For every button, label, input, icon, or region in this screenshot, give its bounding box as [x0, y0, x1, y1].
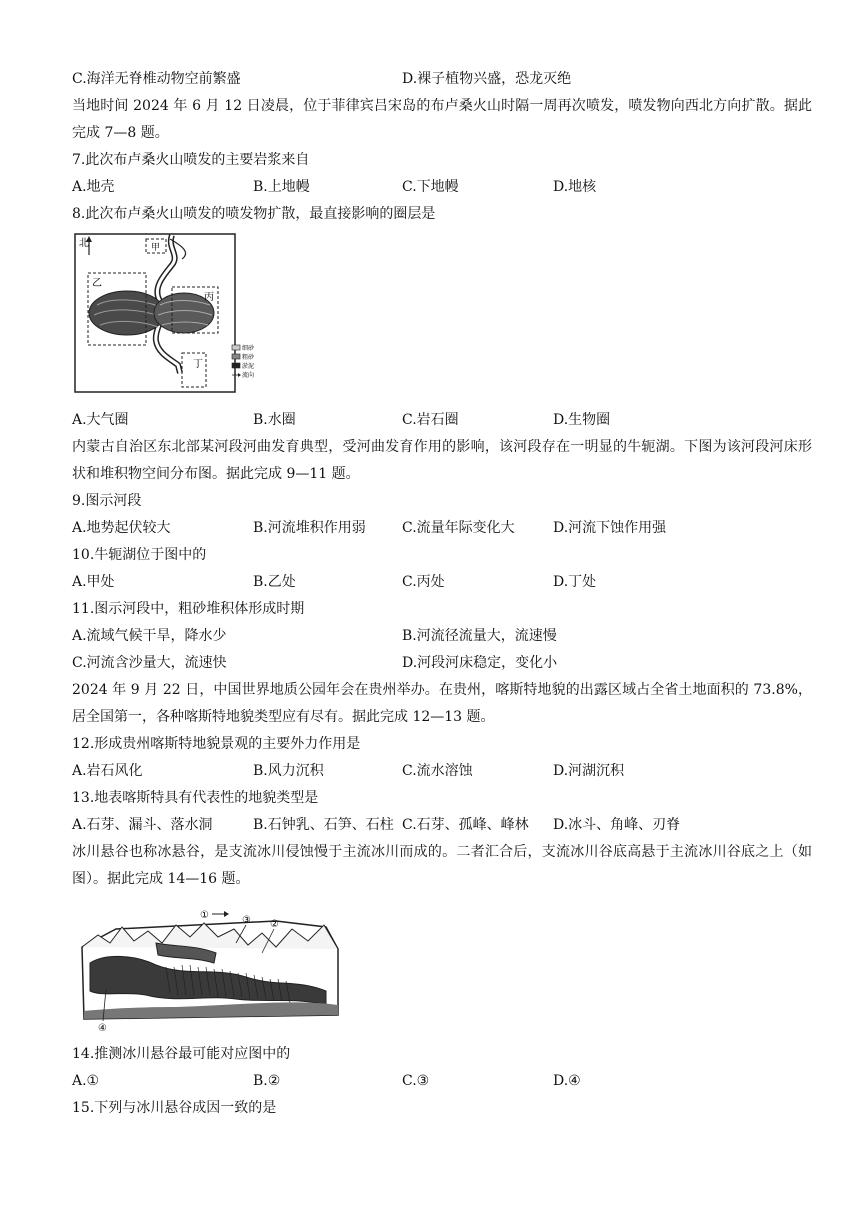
- q13-option-a: A.石芽、漏斗、落水洞: [72, 817, 213, 833]
- q10-option-c: C.丙处: [402, 574, 445, 590]
- q10-stem: 10.牛轭湖位于图中的: [72, 547, 207, 563]
- q6-option-d: D.裸子植物兴盛，恐龙灭绝: [402, 71, 572, 87]
- q11-option-c: C.河流含沙量大，流速快: [72, 655, 227, 671]
- q9-option-b: B.河流堆积作用弱: [253, 520, 366, 536]
- q12-option-b: B.风力沉积: [253, 763, 324, 779]
- q7-option-b: B.上地幔: [253, 179, 310, 195]
- q15-stem: 15.下列与冰川悬谷成因一致的是: [72, 1100, 277, 1116]
- q9-options: [72, 515, 812, 542]
- legend-silt: 淤泥: [242, 363, 255, 370]
- q12-option-c: C.流水溶蚀: [402, 763, 473, 779]
- q10-option-d: D.丁处: [553, 574, 597, 590]
- q14-stem: 14.推测冰川悬谷最可能对应图中的: [72, 1046, 291, 1062]
- q14-option-a: A.①: [72, 1073, 100, 1089]
- marker-3: ③: [242, 915, 251, 926]
- q11-option-b: B.河流径流量大，流速慢: [402, 628, 557, 644]
- q7-option-a: A.地壳: [72, 179, 115, 195]
- river-deposit-map: [72, 231, 812, 407]
- q8-option-c: C.岩石圈: [402, 412, 459, 428]
- q6-option-c: C.海洋无脊椎动物空前繁盛: [72, 71, 241, 87]
- q9-option-c: C.流量年际变化大: [402, 520, 515, 536]
- q8-option-d: D.生物圈: [553, 412, 611, 428]
- q7-options: [72, 174, 812, 201]
- exam-page: [72, 66, 812, 1122]
- marker-2: ②: [270, 919, 279, 930]
- q8-stem: 8.此次布卢桑火山喷发的喷发物扩散，最直接影响的圈层是: [72, 206, 436, 222]
- q11-options-ab: [72, 623, 812, 650]
- q11-options-cd: [72, 650, 812, 677]
- q12-options: [72, 758, 812, 785]
- label-yi: 乙: [92, 278, 102, 289]
- intro-14-16: 冰川悬谷也称冰悬谷，是支流冰川侵蚀慢于主流冰川而成的。二者汇合后，支流冰川谷底高悬于主流冰川谷底之上（如图）。据此完成 14—16 题。: [72, 844, 812, 887]
- q11-option-d: D.河段河床稳定，变化小: [402, 655, 558, 671]
- north-label: 北: [79, 238, 89, 249]
- q7-option-c: C.下地幔: [402, 179, 459, 195]
- q9-option-d: D.河流下蚀作用强: [553, 520, 667, 536]
- legend-flow: 流向: [242, 372, 255, 379]
- q14-option-b: B.②: [253, 1073, 281, 1089]
- q6-options-cd: [72, 66, 812, 93]
- q7-option-d: D.地核: [553, 179, 597, 195]
- q9-stem: 9.图示河段: [72, 493, 142, 509]
- label-bing: 丙: [204, 292, 214, 303]
- q7-stem: 7.此次布卢桑火山喷发的主要岩浆来自: [72, 152, 310, 168]
- marker-1: ①: [200, 910, 209, 921]
- q9-option-a: A.地势起伏较大: [72, 520, 171, 536]
- legend-coarse-sand: 粗砂: [242, 354, 255, 361]
- q14-option-c: C.③: [402, 1073, 430, 1089]
- glacier-valley-diagram: [72, 905, 812, 1041]
- q10-option-b: B.乙处: [253, 574, 296, 590]
- q8-option-a: A.大气圈: [72, 412, 129, 428]
- marker-4: ④: [98, 1023, 107, 1032]
- river-map-svg: [72, 233, 272, 403]
- intro-9-11: 内蒙古自治区东北部某河段河曲发育典型，受河曲发育作用的影响，该河段存在一明显的牛轭湖。下图为该河段河床形状和堆积物空间分布图。据此完成 9—11 题。: [72, 439, 812, 482]
- q13-option-c: C.石芽、孤峰、峰林: [402, 817, 529, 833]
- glacier-svg: [76, 907, 346, 1032]
- q8-option-b: B.水圈: [253, 412, 296, 428]
- q11-stem: 11.图示河段中，粗砂堆积体形成时期: [72, 601, 305, 617]
- q12-option-a: A.岩石风化: [72, 763, 143, 779]
- q13-option-b: B.石钟乳、石笋、石柱: [253, 817, 394, 833]
- label-jia: 甲: [151, 243, 161, 253]
- q12-option-d: D.河湖沉积: [553, 763, 625, 779]
- q10-options: [72, 569, 812, 596]
- q14-option-d: D.④: [553, 1073, 581, 1089]
- intro-7-8: 当地时间 2024 年 6 月 12 日凌晨，位于菲律宾吕宋岛的布卢桑火山时隔一周再次喷发，喷发物向西北方向扩散。据此完成 7—8 题。: [72, 98, 812, 141]
- q13-option-d: D.冰斗、角峰、刃脊: [553, 817, 681, 833]
- q10-option-a: A.甲处: [72, 574, 115, 590]
- q13-stem: 13.地表喀斯特具有代表性的地貌类型是: [72, 790, 319, 806]
- intro-12-13: 2024 年 9 月 22 日，中国世界地质公园年会在贵州举办。在贵州，喀斯特地貌的出露区域占全省土地面积的 73.8%，居全国第一，各种喀斯特地貌类型应有尽有。据此完成 12—13 题。: [72, 682, 812, 725]
- label-ding: 丁: [193, 359, 203, 370]
- q11-option-a: A.流域气候干旱，降水少: [72, 628, 227, 644]
- q14-options: [72, 1068, 812, 1095]
- q8-options: [72, 407, 812, 434]
- legend-fine-sand: 细砂: [242, 345, 255, 352]
- q13-options: [72, 812, 812, 839]
- q12-stem: 12.形成贵州喀斯特地貌景观的主要外力作用是: [72, 736, 361, 752]
